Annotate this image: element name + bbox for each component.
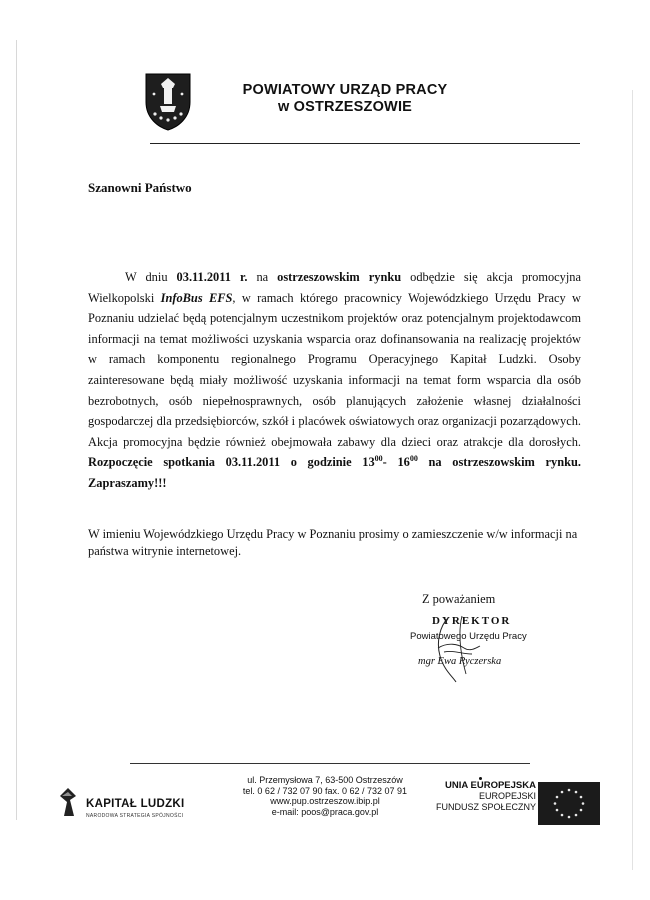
kapital-ludzki-subtitle: NARODOWA STRATEGIA SPÓJNOŚCI bbox=[86, 813, 184, 819]
handwritten-signature-icon bbox=[418, 612, 498, 687]
contact-address: ul. Przemysłowa 7, 63-500 Ostrzeszów bbox=[247, 775, 403, 785]
contact-info bbox=[222, 775, 428, 817]
eu-label-line2: EUROPEJSKI bbox=[478, 791, 536, 801]
letter-body bbox=[88, 267, 581, 494]
event-date: 03.11.2011 r. bbox=[176, 270, 248, 284]
publication-request: W imieniu Wojewódzkiego Urzędu Pracy w Poznaniu prosimy o zamieszczenie w/w informacji na państwa witrynie internetowej. bbox=[88, 527, 578, 558]
eu-label-line3: FUNDUSZ SPOŁECZNY bbox=[435, 802, 536, 812]
coat-of-arms-icon bbox=[144, 72, 192, 132]
body-text-4: , w ramach którego pracownicy Wojewódzkiego Urzędu Pracy w Poznaniu udzielać będą potencjalnym uczestnikom projektów oraz potencjalnym projektodawcom informacji na temat możliwości uzyskania wsparcia oraz dofinansowania na realizację projektów w ramach komponentu regionalnego Programu Operacyjnego Kapitał Ludzki. Osoby zainteresowane będą miały możliwość uzyskania informacji na temat form wsparcia dla osób bezrobotnych, osób niepełnosprawnych, osób planujących założenie własnej działalności gospodarczej dla przedsiębiorców, szkół i placówek oświatowych oraz organizacji pozarządowych. Akcja promocyjna będzie również obejmowała zabawy dla dzieci oraz atrakcje dla dorosłych. bbox=[88, 290, 581, 449]
closing-phrase: Z poważaniem bbox=[422, 592, 496, 606]
salutation: Szanowni Państwo bbox=[88, 180, 192, 195]
start-time-text: Rozpoczęcie spotkania 03.11.2011 o godzinie $13^{00}-$ $16^{00}$ na ostrzeszowskim rynku. Zapraszamy!!! bbox=[88, 454, 581, 490]
stamp-name: mgr Ewa Ryczerska bbox=[418, 656, 502, 667]
office-title bbox=[210, 82, 480, 116]
infobus-brand: InfoBus EFS bbox=[160, 290, 233, 305]
kapital-ludzki-logo-icon bbox=[58, 786, 78, 818]
contact-email: e-mail: poos@praca.gov.pl bbox=[271, 806, 379, 817]
stamp-title: DYREKTOR bbox=[432, 615, 512, 627]
scan-edge-left bbox=[16, 40, 17, 820]
eu-flag-icon bbox=[538, 782, 600, 825]
stamp-office: Powiatowego Urzędu Pracy bbox=[410, 631, 527, 642]
eu-label-line1: UNIA EUROPEJSKA bbox=[445, 780, 536, 791]
header-divider bbox=[150, 143, 580, 144]
contact-website: www.pup.ostrzeszow.ibip.pl bbox=[270, 796, 380, 807]
office-title-line1: POWIATOWY URZĄD PRACY bbox=[242, 82, 448, 98]
kapital-ludzki-title: KAPITAŁ LUDZKI bbox=[86, 798, 185, 810]
body-text-3: odbędzie się akcja promocyjna Wielkopolski bbox=[88, 270, 581, 305]
event-place: ostrzeszowskim rynku bbox=[277, 270, 402, 284]
footer-divider bbox=[130, 763, 530, 764]
office-title-line2: w OSTRZESZOWIE bbox=[277, 99, 413, 115]
scan-edge-right bbox=[632, 90, 633, 870]
contact-phones: tel. 0 62 / 732 07 90 fax. 0 62 / 732 07 91 bbox=[242, 785, 408, 796]
body-text-1: W dniu bbox=[125, 270, 177, 284]
body-text-2: na bbox=[247, 270, 278, 284]
eu-label bbox=[420, 780, 536, 813]
